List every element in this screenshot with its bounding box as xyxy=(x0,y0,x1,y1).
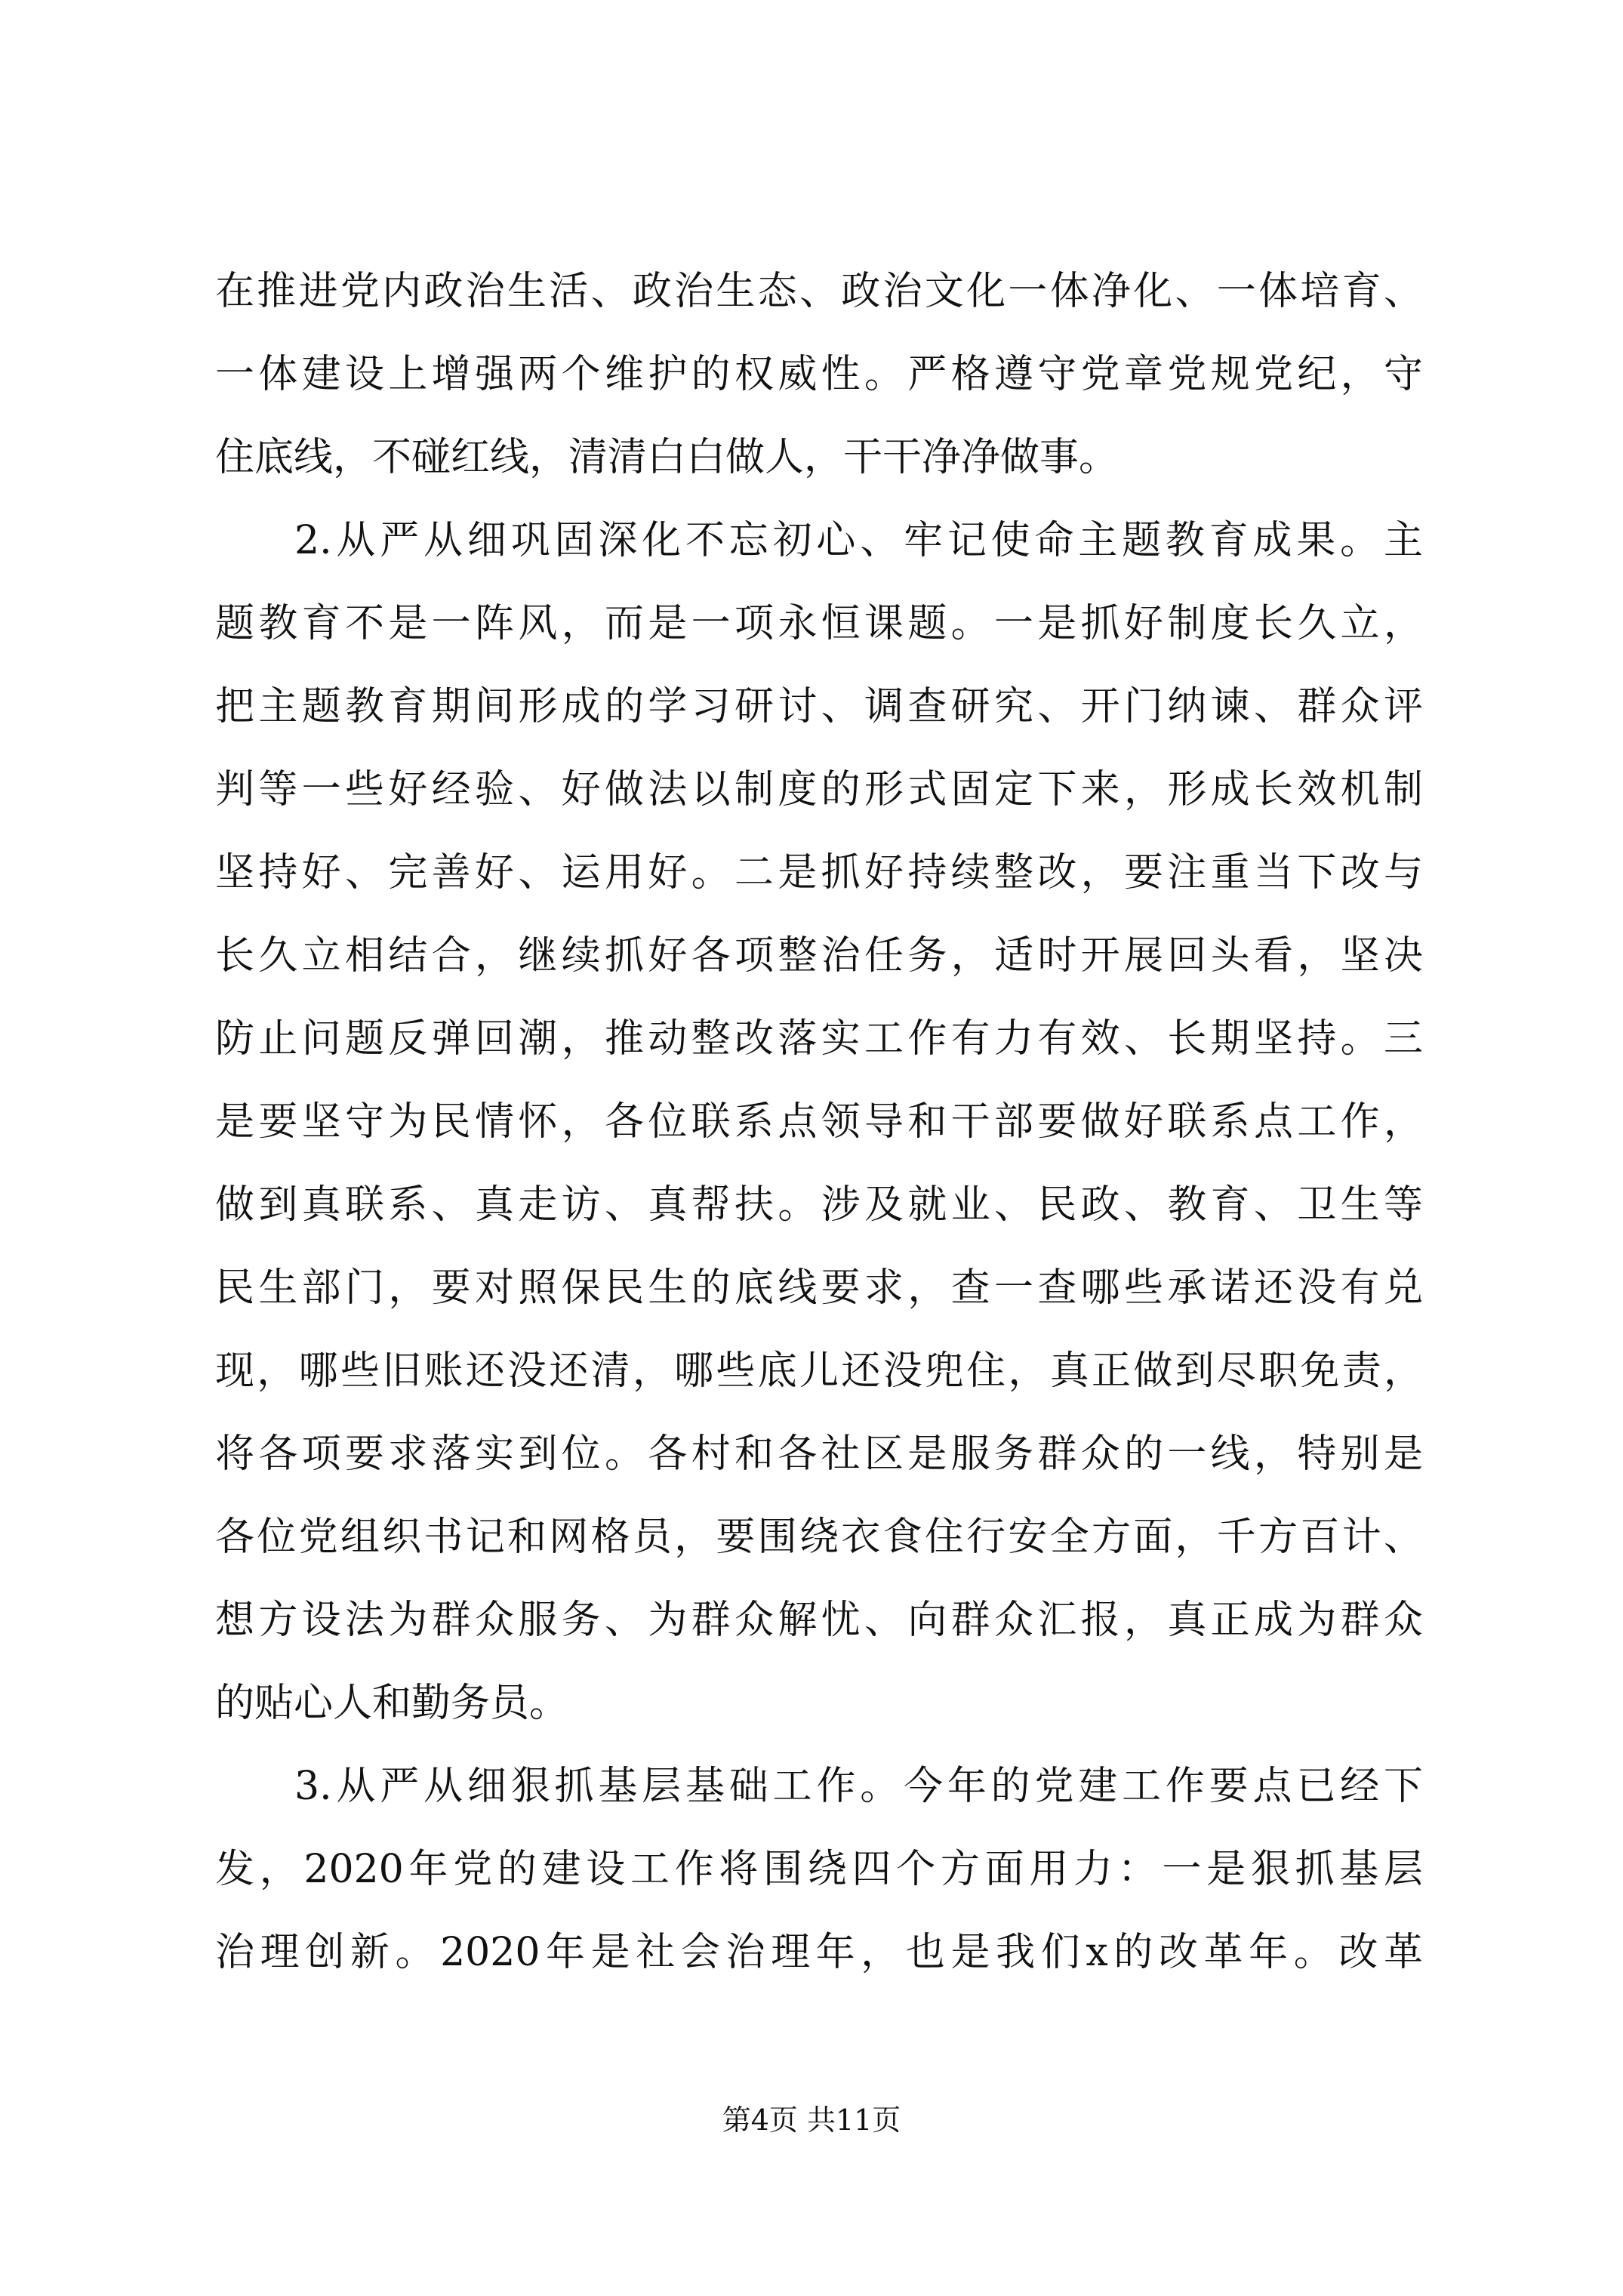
paragraph-heading-3: 3.从严从细狠抓基层基础工作。今年的党建工作要点已经下 xyxy=(294,1764,1423,1809)
body-line: 一体建设上增强两个维护的权威性。严格遵守党章党规党纪，守 xyxy=(215,352,1423,397)
body-line: 做到真联系、真走访、真帮扶。涉及就业、民政、教育、卫生等 xyxy=(215,1182,1423,1228)
body-line: 把主题教育期间形成的学习研讨、调查研究、开门纳谏、群众评 xyxy=(215,684,1423,729)
body-line: 坚持好、完善好、运用好。二是抓好持续整改，要注重当下改与 xyxy=(215,850,1423,895)
body-line: 防止问题反弹回潮，推动整改落实工作有力有效、长期坚持。三 xyxy=(215,1016,1423,1062)
body-line: 各位党组织书记和网格员，要围绕衣食住行安全方面，千方百计、 xyxy=(215,1515,1423,1560)
body-line: 住底线，不碰红线，清清白白做人，干干净净做事。 xyxy=(215,435,1119,480)
page-number-footer: 第4页 共11页 xyxy=(722,2103,901,2137)
body-line: 想方设法为群众服务、为群众解忧、向群众汇报，真正成为群众 xyxy=(215,1598,1423,1643)
body-line: 的贴心人和勤务员。 xyxy=(215,1681,569,1726)
body-line: 将各项要求落实到位。各村和各社区是服务群众的一线，特别是 xyxy=(215,1432,1423,1477)
body-line: 治理创新。2020年是社会治理年，也是我们x的改革年。改革 xyxy=(215,1930,1423,1975)
paragraph-heading-2: 2.从严从细巩固深化不忘初心、牢记使命主题教育成果。主 xyxy=(294,518,1423,563)
body-line: 题教育不是一阵风，而是一项永恒课题。一是抓好制度长久立， xyxy=(215,601,1423,646)
body-line: 现，哪些旧账还没还清，哪些底儿还没兜住，真正做到尽职免责， xyxy=(215,1348,1423,1394)
body-line: 发，2020年党的建设工作将围绕四个方面用力：一是狠抓基层 xyxy=(215,1847,1423,1892)
body-line: 在推进党内政治生活、政治生态、政治文化一体净化、一体培育、 xyxy=(215,269,1423,314)
body-line: 民生部门，要对照保民生的底线要求，查一查哪些承诺还没有兑 xyxy=(215,1265,1423,1311)
body-line: 判等一些好经验、好做法以制度的形式固定下来，形成长效机制 xyxy=(215,767,1423,812)
body-line: 长久立相结合，继续抓好各项整治任务，适时开展回头看，坚决 xyxy=(215,933,1423,978)
body-line: 是要坚守为民情怀，各位联系点领导和干部要做好联系点工作， xyxy=(215,1099,1423,1145)
